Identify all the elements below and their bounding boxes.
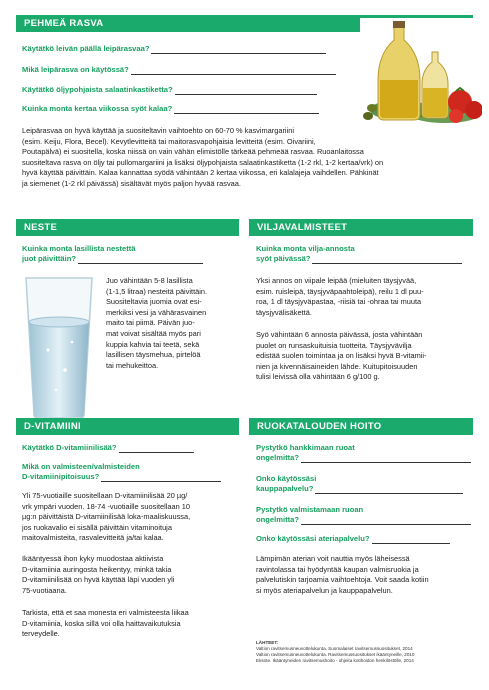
section-title: D-VITAMIINI xyxy=(24,421,81,432)
answer-line[interactable] xyxy=(315,486,463,494)
grain-body-text-1: Yksi annos on viipale leipää (mieluiten täysjyvää, esim. ruisleipä, täysjyväpaahtoleipä), reilu 1 dl puu- roa, 1 dl täysjyväpastaa, -riisiä tai -ohraa tai muuta täysjyvälisäkettä. xyxy=(256,276,424,317)
question-fish-per-week: Kuinka monta kertaa viikossa syöt kalaa? xyxy=(22,104,319,114)
section-title: VILJAVALMISTEET xyxy=(257,222,348,233)
answer-line[interactable] xyxy=(174,106,319,114)
question-buy-food: Pystytkö hankkimaan ruoat ongelmitta? xyxy=(256,443,471,463)
question-bread-fat-type: Mikä leipärasva on käytössä? xyxy=(22,65,336,75)
answer-line[interactable] xyxy=(312,256,462,264)
vitamin-d-body-text-2: Ikääntyessä ihon kyky muodostaa aktiivista D-vitamiinia auringosta heikentyy, minkä takia D-vitamiinilisää on hyvä käyttää läpi vuoden yli 75-vuotiaana. xyxy=(22,554,175,595)
sources: LÄHTEET: Valtion ravitsemusneuvottelukunta. Suomalaiset ravitsemussuositukset, 2014 Valtion ravitsemusneuvottelukunta. Ravitsemussuositukset ikääntyneille, 2010 Eksote. Ikääntyneiden ravitsemushoito - ohjeita kotihoidon henkilöstölle, 2014 xyxy=(256,640,415,663)
question-shopping-service: Onko käytössäsi kauppapalvelu? xyxy=(256,474,463,494)
olive-oil-illustration xyxy=(360,18,482,126)
vitamin-d-body-text-1: Yli 75-vuotiaille suositellaan D-vitamiinilisää 20 µg/ vrk ympäri vuoden. 18-74 -vuotiaille suositellaan 10 µg:n päivittäistä D-vitamiinilisää loka-maaliskuussa, jos ruokavalio ei sisällä päivittäin vitaminoituja maitovalmisteita, rasvalevitteitä ja/tai kalaa. xyxy=(22,491,191,543)
section-title: NESTE xyxy=(24,222,58,233)
question-fluid-glasses: Kuinka monta lasillista nestettä juot päivittäin? xyxy=(22,244,203,264)
grain-body-text-2: Syö vähintään 6 annosta päivässä, josta vähintään puolet on runsaskuituisia tuotteita. Täysjyväviljа edistää suolen toimintaa ja on lisäksi hyvä B-vitamii- nien ja kivennäisaineiden lähde. Kuitupitoisuuden tulisi leivissä olla vähintään 6 g/100 g. xyxy=(256,330,427,382)
answer-line[interactable] xyxy=(78,256,203,264)
answer-line[interactable] xyxy=(101,474,221,482)
question-salad-dressing: Käytätkö öljypohjaista salaatinkastiketta? xyxy=(22,85,317,95)
question-vitamin-d-supplement: Käytätkö D-vitamiinilisää? xyxy=(22,443,194,453)
water-glass-illustration xyxy=(20,270,98,422)
answer-line[interactable] xyxy=(372,536,450,544)
fluid-body-text: Juo vähintään 5-8 lasillista (1-1,5 litraa) nesteitä päivittäin. Suositeltavia juomia ovat esi- merkiksi vesi ja vähärasvainen maito tai piimä. Päivän juo- mat voivat sisältää myös pari kuppia kahvia tai teetä, sekä lasillisen täysmehua, pirtelöä tai mehukeittoa. xyxy=(106,276,208,370)
section-header-vitamin-d xyxy=(16,418,239,435)
section-header-fluid xyxy=(16,219,239,236)
question-bread-fat: Käytätkö leivän päällä leipärasvaa? xyxy=(22,44,326,54)
vitamin-d-body-text-3: Tarkista, että et saa monesta eri valmisteesta liikaa D-vitamiinia, koska sillä voi olla haittavaikutuksia terveydelle. xyxy=(22,608,189,639)
section-header-household xyxy=(249,418,473,435)
section-title: RUOKATALOUDEN HOITO xyxy=(257,421,382,432)
section-title: PEHMEÄ RASVA xyxy=(24,18,104,29)
question-meal-service: Onko käytössäsi ateriapalvelu? xyxy=(256,534,450,544)
question-prepare-food: Pystytkö valmistamaan ruoan ongelmitta? xyxy=(256,505,471,525)
answer-line[interactable] xyxy=(131,67,336,75)
household-body-text: Lämpimän aterian voit nauttia myös läheisessä ravintolassa tai hyödyntää kaupan valmisruokia ja palvelutiskin tarjoamia vaihtoehtoja. Voit saada kotiin si myös ateriapalvelun ja kauppapalvelun. xyxy=(256,554,429,595)
answer-line[interactable] xyxy=(175,87,317,95)
answer-line[interactable] xyxy=(301,517,471,525)
question-vitamin-d-content: Mikä on valmisteen/valmisteiden D-vitamiinipitoisuus? xyxy=(22,462,221,482)
section-header-grain xyxy=(249,219,473,236)
answer-line[interactable] xyxy=(151,46,326,54)
fat-body-text: Leipärasvaa on hyvä käyttää ja suositeltavin vaihtoehto on 60-70 % kasvimargariini (esim. Keiju, Flora, Becel). Kevytlevitteitä tai maitorasvapohjaisia levitteitä (esim. Oivariini, Poutapälvä) ei suositella, koska niissä on vain vähän elimistölle tärkeää pehmeää rasvaa. Ruoanlaitossa suositeltava rasva on öljy tai pullomargariini ja lisäksi öljypohjaista salaatinkastiketta (1-2 rkl, 1-2 kertaa/vrk) on hyvä käyttää päivittäin. Kalaa kannattaa syödä vähintään 2 kertaa viikossa, eri kalalajeja vaihdellen. Pähkinät ja siemenet (1-2 rkl päivässä) sisältävät myös paljon hyvää rasvaa. xyxy=(22,126,384,188)
question-grain-portions: Kuinka monta vilja-annosta syöt päivässä? xyxy=(256,244,462,264)
answer-line[interactable] xyxy=(119,445,194,453)
answer-line[interactable] xyxy=(301,455,471,463)
